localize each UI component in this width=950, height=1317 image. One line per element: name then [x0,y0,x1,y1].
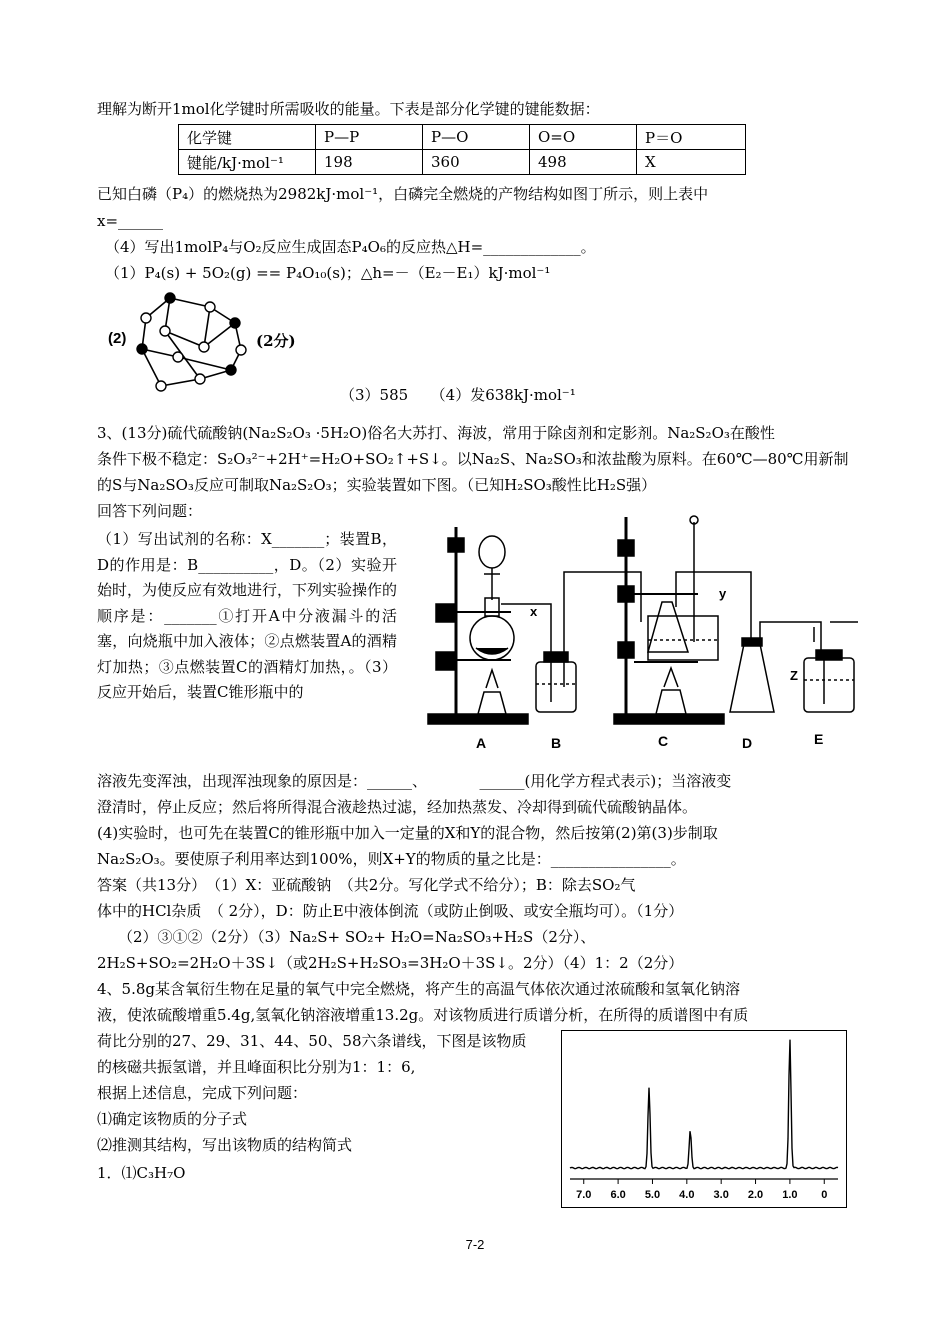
figure-score: (2分) [256,332,296,350]
apparatus-label-a: A [476,735,487,750]
x-tick-label: 6.0 [610,1189,626,1201]
table-cell: 键能/kJ·mol⁻¹ [179,150,316,175]
x-tick-label: 3.0 [713,1189,729,1201]
x-tick-label: 7.0 [576,1189,592,1201]
text-line: 4、5.8g某含氧衍生物在足量的氧气中完全燃烧，将产生的高温气体依次通过浓硫酸和氢氧化钠溶 [97,980,741,998]
nmr-spectrum-chart [561,1030,847,1208]
figure-label: (2) [108,330,127,347]
text-line: (4)实验时，也可先在装置C的锥形瓶中加入一定量的X和Y的混合物，然后按第(2)第(3)步制取 [97,824,718,842]
text-line: 1．⑴C₃H₇O [97,1164,186,1182]
table-cell: O=O [530,125,637,150]
text-line: 溶液先变浑浊，出现浑浊现象的原因是：______、 ______(用化学方程式表示)；当溶液变 [97,772,732,790]
table-cell: 498 [530,150,637,175]
text-line: 澄清时，停止反应；然后将所得混合液趁热过滤，经加热蒸发、冷却得到硫代硫酸钠晶体。 [97,798,698,816]
question-3-left-text: （1）写出试剂的名称：X_______；装置B，D的作用是：B__________，D。（2）实验开始时，为使反应有效地进行，下列实验操作的顺序是：_______①打开A中分液漏斗的活塞，向烧瓶中加入液体；②点燃装置A的酒精灯加热；③点燃装置C的酒精灯加热，。（3）反应开始后，装置C锥形瓶中的 [97,530,398,701]
text-line: 答案（共13分） （1）X：亚硫酸钠 （共2分。写化学式不给分）；B：除去SO₂气 [97,876,636,894]
apparatus-label-z: Z [790,668,798,683]
table-cell: 化学键 [179,125,316,150]
table-row [179,125,746,150]
table-cell: P—P [316,125,423,150]
nmr-trace [570,1040,838,1169]
text-line: 荷比分别的27、29、31、44、50、58六条谱线，下图是该物质 [97,1032,527,1050]
x-tick-label: 5.0 [644,1189,661,1201]
text-line: （4）写出1molP₄与O₂反应生成固态P₄O₆的反应热△H=_____________。 [105,238,596,256]
text-line: Na₂S₂O₃。要使原子利用率达到100%，则X+Y的物质的量之比是：________________。 [97,850,686,868]
text-line: 条件下极不稳定：S₂O₃²⁻+2H⁺=H₂O+SO₂↑+S↓。以Na₂S、Na₂SO₃和浓盐酸为原料。在60℃—80℃用新制 [97,450,849,468]
table-cell: 360 [423,150,530,175]
text-line: 的S与Na₂SO₃反应可制取Na₂S₂O₃；实验装置如下图。（已知H₂SO₃酸性比H₂S强） [97,476,657,494]
text-line: 2H₂S+SO₂=2H₂O＋3S↓（或2H₂S+H₂SO₃=3H₂O＋3S↓。2分）（4）1：2（2分） [97,954,684,972]
x-tick-label: 1.0 [782,1189,798,1201]
apparatus-label-b: B [551,735,562,750]
apparatus-diagram [426,512,864,750]
table-cell: 198 [316,150,423,175]
apparatus-label-e: E [814,731,824,747]
table-cell: X [637,150,746,175]
x-tick-label: 4.0 [679,1189,695,1201]
text-line: 的核磁共振氢谱，并且峰面积比分别为1：1：6, [97,1058,416,1076]
text-line: 已知白磷（P₄）的燃烧热为2982kJ·mol⁻¹，白磷完全燃烧的产物结构如图丁所示，则上表中 [97,185,709,203]
x-tick-label: 0 [821,1189,828,1201]
text-line: ⑵推测其结构，写出该物质的结构简式 [97,1136,353,1154]
text-line: 回答下列问题： [97,502,203,520]
x-tick-label: 2.0 [747,1189,764,1201]
text-line: （2）③①②（2分）（3）Na₂S+ SO₂+ H₂O=Na₂SO₃+H₂S（2分）、 [118,928,596,946]
table-cell: P＝O [637,125,746,150]
text-line: （3）585 （4）发638kJ·mol⁻¹ [340,386,576,404]
apparatus-label-x: x [530,604,538,619]
p4o10-structure-figure [128,285,253,400]
text-line: 根据上述信息，完成下列问题： [97,1084,308,1102]
text-line: （1）P₄(s) + 5O₂(g) == P₄O₁₀(s)；△h=－（E₂－E₁）kJ·mol⁻¹ [105,264,551,282]
text-line: ⑴确定该物质的分子式 [97,1110,248,1128]
text-line: 3、(13分)硫代硫酸钠(Na₂S₂O₃ ·5H₂O)俗名大苏打、海波，常用于除卤剂和定影剂。Na₂S₂O₃在酸性 [97,424,775,442]
text-line: 体中的HCl杂质 （ 2分），D：防止E中液体倒流（或防止倒吸、或安全瓶均可）。（1分） [97,902,684,920]
bond-energy-table [178,124,746,175]
text-line: x=______ [97,212,164,230]
apparatus-label-d: D [742,735,753,750]
text-line: 理解为断开1mol化学键时所需吸收的能量。下表是部分化学键的键能数据： [97,100,600,118]
text-line: 液，使浓硫酸增重5.4g,氢氧化钠溶液增重13.2g。对该物质进行质谱分析，在所得的质谱图中有质 [97,1006,749,1024]
page-number: 7-2 [465,1237,485,1252]
apparatus-label-y: y [719,586,727,601]
apparatus-label-c: C [658,733,669,749]
table-cell: P—O [423,125,530,150]
table-row [179,150,746,175]
